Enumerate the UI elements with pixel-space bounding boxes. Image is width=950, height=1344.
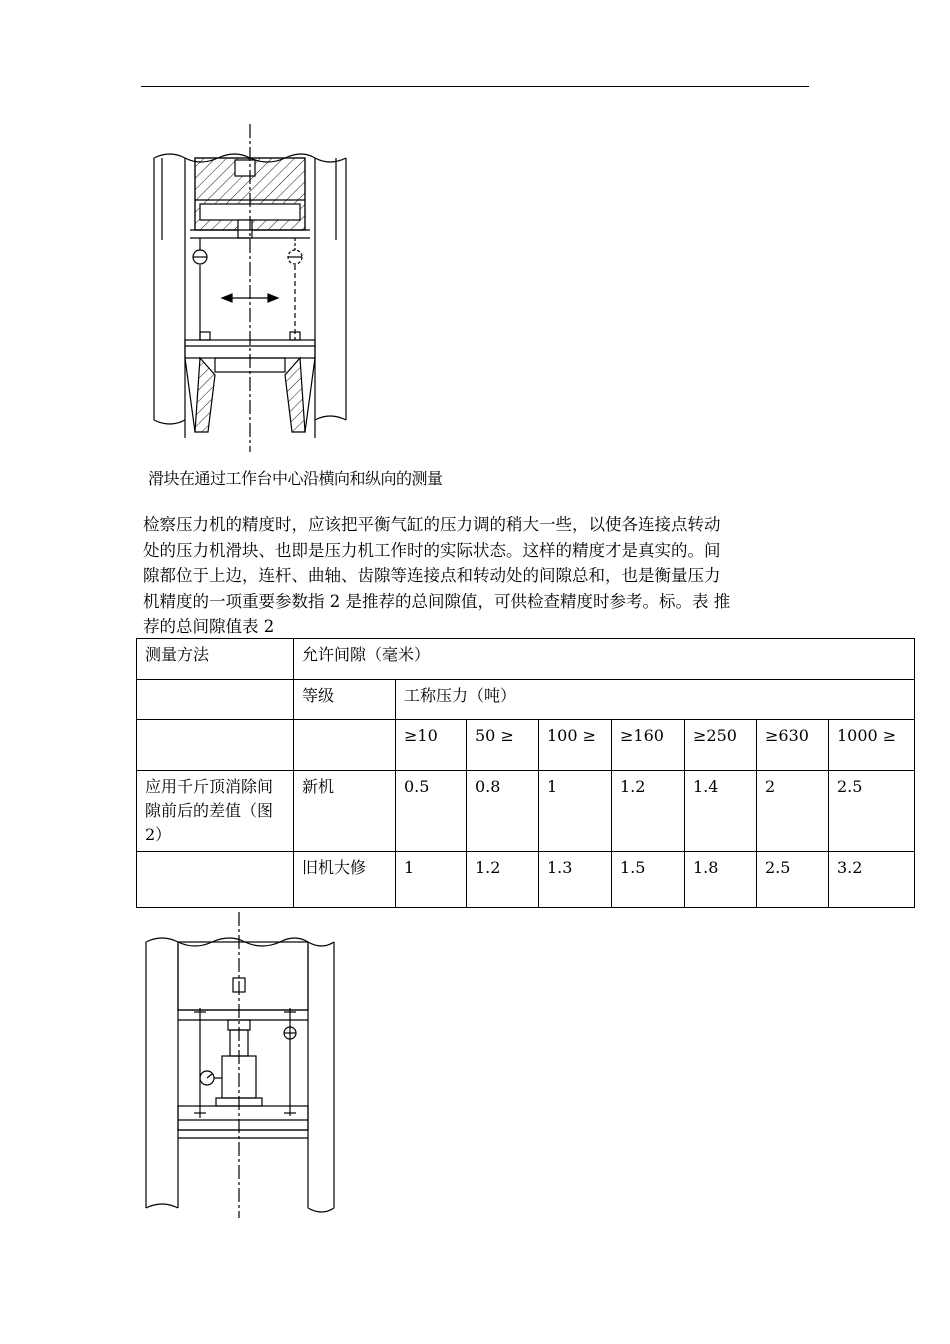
empty-cell bbox=[294, 720, 396, 771]
method-cell: 应用千斤顶消除间隙前后的差值（图 2） bbox=[137, 771, 294, 852]
paragraph-line: 机精度的一项重要参数指 2 是推荐的总间隙值，可供检查精度时参考。标。表 推 bbox=[143, 591, 731, 611]
grade-label: 等级 bbox=[294, 680, 396, 720]
paragraph-line: 隙都位于上边，连杆、曲轴、齿隙等连接点和转动处的间隙总和，也是衡量压力 bbox=[143, 566, 721, 585]
table-row bbox=[137, 771, 915, 852]
jack-measurement-figure bbox=[140, 908, 340, 1222]
body-paragraph bbox=[143, 512, 811, 640]
table-row bbox=[137, 852, 915, 908]
gap-values-table bbox=[136, 638, 915, 908]
value-cell: 1 bbox=[539, 771, 612, 852]
table-grade-row bbox=[137, 680, 915, 720]
pressure-class: ≥160 bbox=[612, 720, 685, 771]
value-cell: 1.2 bbox=[467, 852, 539, 908]
pressure-class: ≥630 bbox=[757, 720, 829, 771]
value-cell: 1.4 bbox=[685, 771, 757, 852]
paragraph-line: 荐的总间隙值表 2 bbox=[143, 617, 275, 636]
value-cell: 1.2 bbox=[612, 771, 685, 852]
slide-measurement-figure bbox=[140, 120, 360, 460]
pressure-class: ≥250 bbox=[685, 720, 757, 771]
value-cell: 0.5 bbox=[396, 771, 467, 852]
value-cell: 2 bbox=[757, 771, 829, 852]
figure1-caption: 滑块在通过工作台中心沿横向和纵向的测量 bbox=[148, 469, 443, 488]
empty-cell bbox=[137, 680, 294, 720]
grade-cell: 旧机大修 bbox=[294, 852, 396, 908]
value-cell: 1.5 bbox=[612, 852, 685, 908]
paragraph-line: 处的压力机滑块、也即是压力机工作时的实际状态。这样的精度才是真实的。间 bbox=[143, 540, 721, 560]
empty-cell bbox=[137, 852, 294, 908]
header-allowed-gap: 允许间隙（毫米） bbox=[294, 639, 915, 680]
paragraph-line: 检察压力机的精度时，应该把平衡气缸的压力调的稍大一些，以使各连接点转动 bbox=[143, 515, 721, 534]
value-cell: 1 bbox=[396, 852, 467, 908]
pressure-label: 工称压力（吨） bbox=[396, 680, 915, 720]
empty-cell bbox=[137, 720, 294, 771]
header-rule bbox=[141, 86, 809, 87]
value-cell: 1.8 bbox=[685, 852, 757, 908]
pressure-class: 100 ≥ bbox=[539, 720, 612, 771]
value-cell: 0.8 bbox=[467, 771, 539, 852]
value-cell: 1.3 bbox=[539, 852, 612, 908]
grade-cell: 新机 bbox=[294, 771, 396, 852]
value-cell: 3.2 bbox=[829, 852, 915, 908]
value-cell: 2.5 bbox=[829, 771, 915, 852]
pressure-class: 50 ≥ bbox=[467, 720, 539, 771]
table-header-row bbox=[137, 639, 915, 680]
header-method: 测量方法 bbox=[137, 639, 294, 680]
pressure-class: 1000 ≥ bbox=[829, 720, 915, 771]
value-cell: 2.5 bbox=[757, 852, 829, 908]
table-pressure-row bbox=[137, 720, 915, 771]
pressure-class: ≥10 bbox=[396, 720, 467, 771]
